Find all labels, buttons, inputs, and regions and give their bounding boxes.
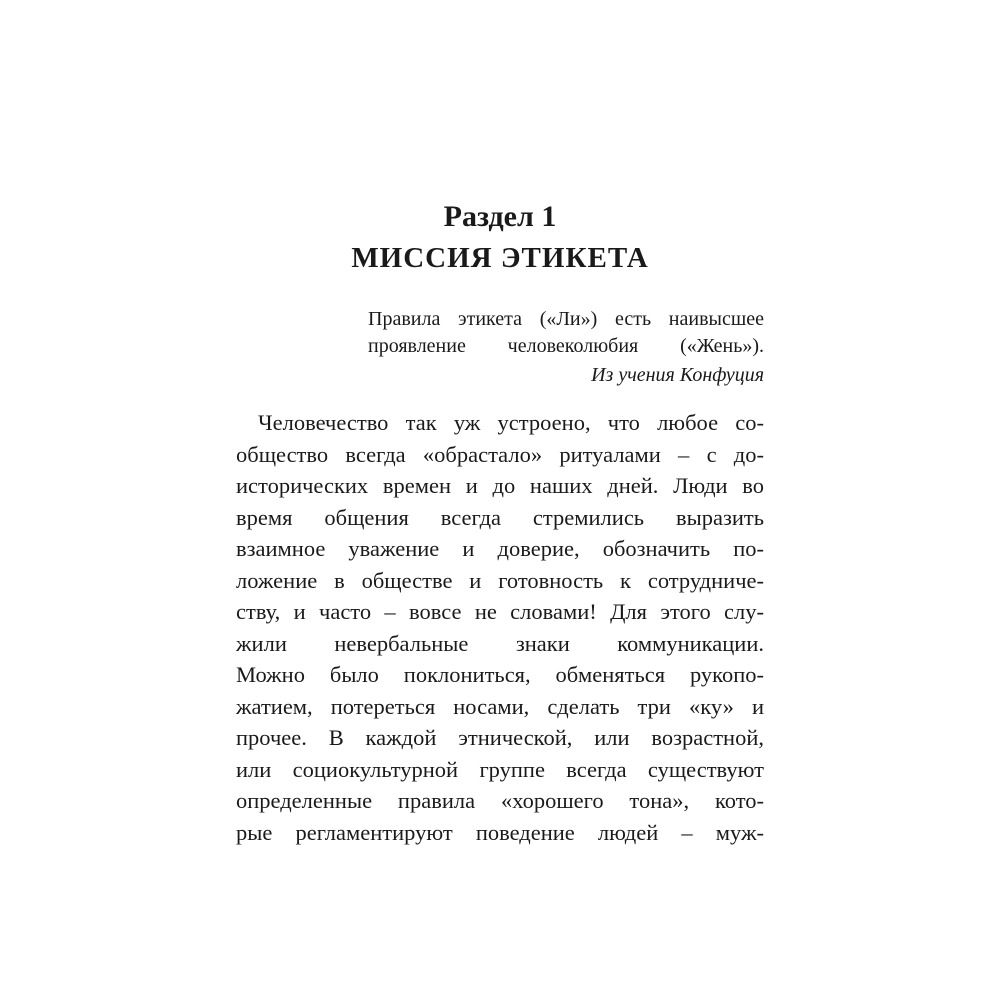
paragraph-line: ству, и часто – вовсе не словами! Для этого слу- [236, 599, 764, 624]
epigraph-line: проявление человеколюбия («Жень»). [368, 335, 764, 357]
section-title: МИССИЯ ЭТИКЕТА [351, 242, 649, 274]
paragraph-line: определенные правила «хорошего тона», кото- [236, 788, 764, 813]
epigraph [368, 306, 764, 389]
paragraph-line: время общения всегда стремились выразить [236, 504, 764, 530]
epigraph-line: Правила этикета («Ли») есть наивысшее [368, 308, 764, 330]
paragraph-line: жатием, потереться носами, сделать три «ку» и [236, 693, 764, 719]
paragraph-line: прочее. В каждой этнической, или возрастной, [236, 725, 764, 750]
paragraph-line: жили невербальные знаки коммуникации. [236, 630, 764, 656]
paragraph-line: общество всегда «обрастало» ритуалами – с до- [236, 441, 764, 467]
paragraph-line: рые регламентируют поведение людей – муж- [236, 819, 764, 845]
paragraph-line: взаимное уважение и доверие, обозначить по- [236, 536, 764, 561]
body-paragraph [236, 407, 764, 848]
section-label: Раздел 1 [443, 200, 557, 233]
paragraph-line: исторических времен и до наших дней. Люди во [236, 473, 764, 498]
paragraph-line: ложение в обществе и готовность к сотрудниче- [236, 567, 764, 593]
paragraph-line: Можно было поклониться, обменяться рукопо- [236, 662, 764, 687]
paragraph-line: Человечество так уж устроено, что любое со- [258, 410, 764, 435]
paragraph-line: или социокультурной группе всегда существуют [236, 756, 764, 782]
epigraph-source: Из учения Конфуция [591, 364, 764, 386]
